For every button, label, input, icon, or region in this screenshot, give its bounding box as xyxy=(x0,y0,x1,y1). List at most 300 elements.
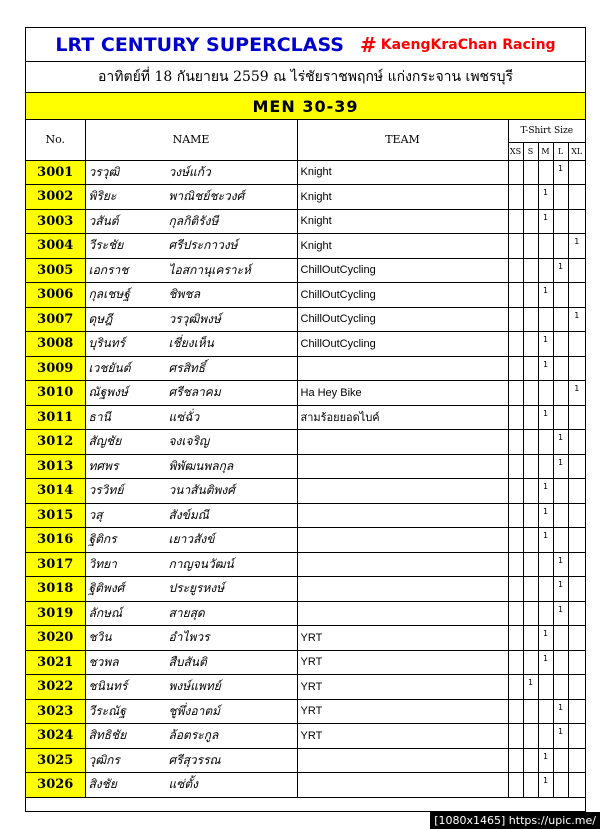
first-name: วีระณัฐ xyxy=(88,703,126,718)
table-row xyxy=(26,160,585,185)
size-cell-xl: 1 xyxy=(568,381,585,406)
size-cell-xs xyxy=(508,160,523,185)
size-cell-xl xyxy=(568,675,585,700)
size-cell-s xyxy=(523,479,538,504)
table-row xyxy=(26,601,585,626)
size-cell-m xyxy=(538,160,553,185)
size-cell-xs xyxy=(508,773,523,798)
size-cell-xl xyxy=(568,185,585,210)
table-row xyxy=(26,699,585,724)
size-cell-m xyxy=(538,675,553,700)
size-cell-l: 1 xyxy=(553,724,568,749)
first-name: ดุษฎี xyxy=(88,311,113,326)
last-name: ประยูรหงษ์ xyxy=(168,581,225,596)
size-cell-m: 1 xyxy=(538,209,553,234)
size-cell-m xyxy=(538,234,553,259)
size-cell-s xyxy=(523,381,538,406)
last-name: เยาวสังข์ xyxy=(168,532,215,547)
size-cell-s xyxy=(523,454,538,479)
rider-name xyxy=(85,577,297,602)
table-row xyxy=(26,650,585,675)
team-name: สามร้อยยอดไบค์ xyxy=(297,405,508,430)
participants-body xyxy=(26,160,585,797)
last-name: สังข์มณี xyxy=(168,507,209,522)
team-name: YRT xyxy=(297,650,508,675)
team-name: Knight xyxy=(297,234,508,259)
size-cell-xs xyxy=(508,675,523,700)
size-cell-xs xyxy=(508,430,523,455)
first-name: วรวิทย์ xyxy=(88,483,124,498)
size-cell-xl xyxy=(568,552,585,577)
size-cell-s xyxy=(523,748,538,773)
size-cell-s xyxy=(523,258,538,283)
size-cell-s xyxy=(523,209,538,234)
size-cell-s xyxy=(523,185,538,210)
size-cell-s xyxy=(523,160,538,185)
size-cell-s xyxy=(523,283,538,308)
first-name: บุรินทร์ xyxy=(88,336,126,351)
size-cell-xs xyxy=(508,577,523,602)
size-cell-l: 1 xyxy=(553,552,568,577)
size-cell-xs xyxy=(508,528,523,553)
team-name: ChillOutCycling xyxy=(297,258,508,283)
size-cell-xl: 1 xyxy=(568,234,585,259)
event-title: LRT CENTURY SUPERCLASS xyxy=(55,33,344,56)
size-cell-s xyxy=(523,699,538,724)
table-row xyxy=(26,307,585,332)
bib-number: 3005 xyxy=(26,258,85,283)
size-cell-m xyxy=(538,552,553,577)
size-xs-header: XS xyxy=(508,142,523,160)
size-cell-l xyxy=(553,675,568,700)
size-cell-l xyxy=(553,381,568,406)
watermark: [1080x1465] https://upic.me/ xyxy=(430,812,600,829)
bib-number: 3017 xyxy=(26,552,85,577)
first-name: กุลเชษฐ์ xyxy=(88,287,130,302)
size-cell-l xyxy=(553,185,568,210)
rider-name xyxy=(85,773,297,798)
team-name xyxy=(297,577,508,602)
rider-name xyxy=(85,258,297,283)
size-l-header: L xyxy=(553,142,568,160)
size-cell-xl xyxy=(568,283,585,308)
size-cell-xs xyxy=(508,185,523,210)
last-name: จงเจริญ xyxy=(168,434,210,449)
rider-name xyxy=(85,405,297,430)
size-cell-m: 1 xyxy=(538,626,553,651)
team-name: YRT xyxy=(297,724,508,749)
size-cell-s xyxy=(523,577,538,602)
participants-table xyxy=(26,120,585,798)
size-cell-xl xyxy=(568,332,585,357)
registration-sheet xyxy=(25,27,586,812)
col-name-header: NAME xyxy=(85,120,297,160)
table-row xyxy=(26,234,585,259)
size-cell-m: 1 xyxy=(538,748,553,773)
table-row xyxy=(26,773,585,798)
bib-number: 3008 xyxy=(26,332,85,357)
event-subtitle: อาทิตย์ที่ 18 กันยายน 2559 ณ ไร่ชัยราชพฤกษ์ แก่งกระจาน เพชรบุรี xyxy=(26,62,585,93)
size-cell-xs xyxy=(508,454,523,479)
size-cell-xl xyxy=(568,626,585,651)
first-name: วิทยา xyxy=(88,556,117,571)
team-name: ChillOutCycling xyxy=(297,307,508,332)
size-cell-xl xyxy=(568,405,585,430)
size-cell-l xyxy=(553,332,568,357)
last-name: พิพัฒนพลกุล xyxy=(168,458,234,473)
first-name: เวชยันต์ xyxy=(88,360,131,375)
size-cell-s xyxy=(523,503,538,528)
first-name: เอกราช xyxy=(88,262,129,277)
rider-name xyxy=(85,479,297,504)
size-cell-xs xyxy=(508,748,523,773)
size-cell-l xyxy=(553,307,568,332)
bib-number: 3014 xyxy=(26,479,85,504)
team-name xyxy=(297,528,508,553)
size-cell-m: 1 xyxy=(538,479,553,504)
last-name: อำไพวร xyxy=(168,630,210,645)
last-name: ศรีประกาวงษ์ xyxy=(168,238,238,253)
bib-number: 3013 xyxy=(26,454,85,479)
size-cell-xl xyxy=(568,503,585,528)
rider-name xyxy=(85,699,297,724)
table-row xyxy=(26,577,585,602)
size-cell-m: 1 xyxy=(538,773,553,798)
size-cell-s xyxy=(523,356,538,381)
rider-name xyxy=(85,626,297,651)
team-name: Knight xyxy=(297,209,508,234)
table-row xyxy=(26,381,585,406)
size-cell-s xyxy=(523,332,538,357)
bib-number: 3002 xyxy=(26,185,85,210)
bib-number: 3003 xyxy=(26,209,85,234)
first-name: ชวิน xyxy=(88,630,112,645)
size-cell-xl xyxy=(568,699,585,724)
rider-name xyxy=(85,307,297,332)
rider-name xyxy=(85,503,297,528)
table-row xyxy=(26,405,585,430)
rider-name xyxy=(85,552,297,577)
size-cell-xl xyxy=(568,601,585,626)
rider-name xyxy=(85,675,297,700)
bib-number: 3009 xyxy=(26,356,85,381)
team-name xyxy=(297,356,508,381)
size-xl-header: XL xyxy=(568,142,585,160)
size-cell-m xyxy=(538,699,553,724)
size-cell-m xyxy=(538,577,553,602)
size-cell-s xyxy=(523,307,538,332)
size-cell-xs xyxy=(508,234,523,259)
first-name: ชวพล xyxy=(88,654,119,669)
team-name xyxy=(297,430,508,455)
size-cell-l: 1 xyxy=(553,601,568,626)
size-cell-m xyxy=(538,724,553,749)
size-cell-m xyxy=(538,454,553,479)
size-cell-m: 1 xyxy=(538,283,553,308)
size-cell-xl xyxy=(568,479,585,504)
size-cell-xs xyxy=(508,699,523,724)
team-name xyxy=(297,479,508,504)
team-name: Knight xyxy=(297,160,508,185)
table-row xyxy=(26,479,585,504)
bib-number: 3026 xyxy=(26,773,85,798)
sheet-title xyxy=(26,28,585,62)
first-name: วุฒิกร xyxy=(88,752,120,767)
rider-name xyxy=(85,430,297,455)
size-cell-xl xyxy=(568,577,585,602)
size-cell-m: 1 xyxy=(538,332,553,357)
last-name: วรวุฒิพงษ์ xyxy=(168,311,221,326)
size-cell-m xyxy=(538,307,553,332)
rider-name xyxy=(85,601,297,626)
first-name: พิริยะ xyxy=(88,189,117,204)
size-s-header: S xyxy=(523,142,538,160)
size-cell-xs xyxy=(508,283,523,308)
table-row xyxy=(26,675,585,700)
team-name xyxy=(297,773,508,798)
first-name: สิทธิชัย xyxy=(88,728,127,743)
last-name: วงษ์แก้ว xyxy=(168,164,211,179)
bib-number: 3019 xyxy=(26,601,85,626)
bib-number: 3015 xyxy=(26,503,85,528)
first-name: ลักษณ์ xyxy=(88,605,123,620)
team-name: YRT xyxy=(297,699,508,724)
bib-number: 3004 xyxy=(26,234,85,259)
size-cell-l xyxy=(553,209,568,234)
bib-number: 3024 xyxy=(26,724,85,749)
size-m-header: M xyxy=(538,142,553,160)
size-cell-m xyxy=(538,258,553,283)
last-name: เชี่ยงเห็น xyxy=(168,336,214,351)
size-cell-xl xyxy=(568,528,585,553)
rider-name xyxy=(85,234,297,259)
size-cell-l: 1 xyxy=(553,577,568,602)
first-name: สัญชัย xyxy=(88,434,122,449)
size-cell-m: 1 xyxy=(538,405,553,430)
team-name xyxy=(297,503,508,528)
rider-name xyxy=(85,528,297,553)
size-cell-m: 1 xyxy=(538,503,553,528)
size-cell-xl xyxy=(568,724,585,749)
bib-number: 3007 xyxy=(26,307,85,332)
bib-number: 3018 xyxy=(26,577,85,602)
bib-number: 3010 xyxy=(26,381,85,406)
size-cell-xl xyxy=(568,430,585,455)
bib-number: 3022 xyxy=(26,675,85,700)
table-row xyxy=(26,748,585,773)
last-name: กุลกิติรังษี xyxy=(168,213,219,228)
table-row xyxy=(26,454,585,479)
rider-name xyxy=(85,209,297,234)
table-row xyxy=(26,185,585,210)
size-cell-xl xyxy=(568,160,585,185)
size-cell-m xyxy=(538,430,553,455)
size-cell-m: 1 xyxy=(538,528,553,553)
last-name: แซ่ฉั่ว xyxy=(168,409,200,424)
size-cell-xs xyxy=(508,209,523,234)
size-cell-xs xyxy=(508,381,523,406)
size-cell-m: 1 xyxy=(538,185,553,210)
size-cell-s xyxy=(523,626,538,651)
first-name: ฐิติพงศ์ xyxy=(88,581,125,596)
team-name: YRT xyxy=(297,626,508,651)
size-cell-xl xyxy=(568,356,585,381)
last-name: สืบสันติ xyxy=(168,654,207,669)
table-row xyxy=(26,283,585,308)
rider-name xyxy=(85,748,297,773)
last-name: ศรสิทธิ์ xyxy=(168,360,206,375)
first-name: วสันต์ xyxy=(88,213,119,228)
size-cell-l xyxy=(553,650,568,675)
size-cell-l xyxy=(553,748,568,773)
size-cell-l xyxy=(553,234,568,259)
last-name: ชูพึ่งอาตม์ xyxy=(168,703,221,718)
size-cell-l xyxy=(553,503,568,528)
size-cell-s xyxy=(523,528,538,553)
first-name: ฐิติกร xyxy=(88,532,117,547)
team-name xyxy=(297,454,508,479)
size-cell-m xyxy=(538,601,553,626)
table-row xyxy=(26,528,585,553)
last-name: ศรีสุวรรณ xyxy=(168,752,221,767)
size-cell-xl: 1 xyxy=(568,307,585,332)
last-name: สายสุด xyxy=(168,605,205,620)
table-row xyxy=(26,724,585,749)
team-name: ChillOutCycling xyxy=(297,283,508,308)
table-row xyxy=(26,552,585,577)
bib-number: 3011 xyxy=(26,405,85,430)
bib-number: 3025 xyxy=(26,748,85,773)
first-name: วรวุฒิ xyxy=(88,164,120,179)
table-row xyxy=(26,430,585,455)
bib-number: 3006 xyxy=(26,283,85,308)
size-cell-s xyxy=(523,405,538,430)
hash-tag: KaengKraChan Racing xyxy=(380,36,556,53)
last-name: ชิพชล xyxy=(168,287,201,302)
size-cell-l: 1 xyxy=(553,160,568,185)
bib-number: 3020 xyxy=(26,626,85,651)
bib-number: 3001 xyxy=(26,160,85,185)
size-cell-s xyxy=(523,234,538,259)
first-name: ทศพร xyxy=(88,458,119,473)
rider-name xyxy=(85,283,297,308)
col-team-header: TEAM xyxy=(297,120,508,160)
size-cell-xs xyxy=(508,258,523,283)
size-cell-s xyxy=(523,552,538,577)
table-row xyxy=(26,332,585,357)
rider-name xyxy=(85,356,297,381)
last-name: พงษ์แพทย์ xyxy=(168,679,221,694)
col-no-header: No. xyxy=(26,120,85,160)
first-name: ณัฐพงษ์ xyxy=(88,385,128,400)
col-tshirt-header: T-Shirt Size xyxy=(508,120,585,142)
rider-name xyxy=(85,332,297,357)
size-cell-xs xyxy=(508,405,523,430)
rider-name xyxy=(85,381,297,406)
first-name: ธานี xyxy=(88,409,111,424)
table-row xyxy=(26,209,585,234)
size-cell-l xyxy=(553,283,568,308)
size-cell-l xyxy=(553,405,568,430)
size-cell-xl xyxy=(568,454,585,479)
bib-number: 3021 xyxy=(26,650,85,675)
size-cell-l xyxy=(553,773,568,798)
size-cell-s xyxy=(523,430,538,455)
size-cell-xs xyxy=(508,601,523,626)
size-cell-l xyxy=(553,626,568,651)
size-cell-s xyxy=(523,724,538,749)
bib-number: 3023 xyxy=(26,699,85,724)
size-cell-m: 1 xyxy=(538,650,553,675)
last-name: พาณิชย์ชะวงศ์ xyxy=(168,189,245,204)
size-cell-xs xyxy=(508,332,523,357)
category-banner: MEN 30-39 xyxy=(26,93,585,120)
size-cell-l: 1 xyxy=(553,454,568,479)
size-cell-m xyxy=(538,381,553,406)
size-cell-s: 1 xyxy=(523,675,538,700)
size-cell-l: 1 xyxy=(553,699,568,724)
size-cell-xs xyxy=(508,650,523,675)
first-name: วสุ xyxy=(88,507,103,522)
last-name: ไอสกานุเคราะห์ xyxy=(168,262,251,277)
last-name: ศรีชลาคม xyxy=(168,385,221,400)
team-name: Ha Hey Bike xyxy=(297,381,508,406)
size-cell-l xyxy=(553,479,568,504)
last-name: ล้อตระกูล xyxy=(168,728,219,743)
size-cell-xs xyxy=(508,552,523,577)
size-cell-s xyxy=(523,773,538,798)
first-name: สิงชัย xyxy=(88,777,117,792)
last-name: แซ่ตั้ง xyxy=(168,777,199,792)
size-cell-xs xyxy=(508,503,523,528)
first-name: วีระชัย xyxy=(88,238,124,253)
size-cell-xs xyxy=(508,479,523,504)
rider-name xyxy=(85,724,297,749)
size-cell-xl xyxy=(568,650,585,675)
table-row xyxy=(26,258,585,283)
rider-name xyxy=(85,650,297,675)
size-cell-xl xyxy=(568,773,585,798)
size-cell-m: 1 xyxy=(538,356,553,381)
table-row xyxy=(26,503,585,528)
team-name xyxy=(297,552,508,577)
team-name xyxy=(297,601,508,626)
size-cell-xs xyxy=(508,356,523,381)
team-name: YRT xyxy=(297,675,508,700)
size-cell-xs xyxy=(508,626,523,651)
size-cell-l xyxy=(553,356,568,381)
last-name: กาญจนวัฒน์ xyxy=(168,556,234,571)
rider-name xyxy=(85,454,297,479)
size-cell-xs xyxy=(508,724,523,749)
size-cell-s xyxy=(523,601,538,626)
size-cell-xl xyxy=(568,209,585,234)
size-cell-l xyxy=(553,528,568,553)
rider-name xyxy=(85,160,297,185)
bib-number: 3012 xyxy=(26,430,85,455)
team-name: Knight xyxy=(297,185,508,210)
bib-number: 3016 xyxy=(26,528,85,553)
size-cell-l: 1 xyxy=(553,258,568,283)
size-cell-s xyxy=(523,650,538,675)
team-name: ChillOutCycling xyxy=(297,332,508,357)
team-name xyxy=(297,748,508,773)
table-row xyxy=(26,356,585,381)
last-name: วนาสันติพงศ์ xyxy=(168,483,235,498)
size-cell-l: 1 xyxy=(553,430,568,455)
table-row xyxy=(26,626,585,651)
hash-symbol: # xyxy=(359,32,377,57)
